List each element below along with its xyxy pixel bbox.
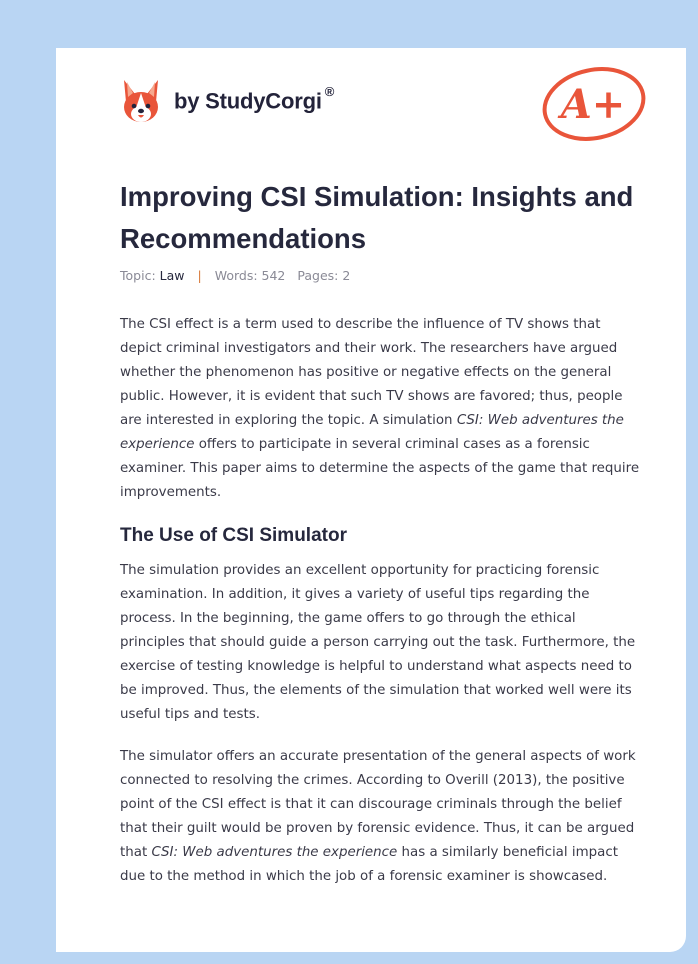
meta-separator: | bbox=[197, 268, 202, 283]
brand-name: by StudyCorgi ® bbox=[174, 83, 335, 114]
topic-label: Topic: bbox=[120, 268, 156, 283]
game-title-italic: CSI: Web adventures the experience bbox=[120, 413, 624, 452]
article-meta bbox=[120, 268, 350, 283]
grade-text: A+ bbox=[560, 81, 626, 128]
pages-count: 2 bbox=[342, 268, 351, 283]
topic-link[interactable]: Law bbox=[159, 268, 185, 283]
paragraph-intro: The CSI effect is a term used to describe the influence of TV shows that depict criminal investigators and their work. The researchers have argued whether the phenomenon has positive or negative effects on the general public. However, it is evident that such TV shows are favored; thus, people are interested in exploring the topic. A simulation CSI: Web adventures the experience offers to participate in several criminal cases as a forensic examiner. This paper aims to determine the aspects of the game that require improvements. bbox=[120, 317, 640, 500]
paragraph-simulator-use: The simulation provides an excellent opportunity for practicing forensic examination. In addition, it gives a variety of useful tips regarding the process. In the beginning, the game offers to go through the ethical principles that should guide a person carrying out the task. Furthermore, the exercise of testing knowledge is helpful to understand what aspects need to be improved. Thus, the elements of the simulation that worked well were its useful tips and tests. bbox=[120, 563, 636, 722]
game-title-italic: CSI: Web adventures the experience bbox=[151, 845, 398, 860]
words-label: Words: bbox=[214, 268, 258, 283]
words-count: 542 bbox=[261, 268, 286, 283]
registered-mark: ® bbox=[324, 83, 335, 99]
paragraph-simulator-accuracy: The simulator offers an accurate presentation of the general aspects of work connected to resolving the crimes. According to Overill (2013), the positive point of the CSI effect is that it can discourage criminals through the belief that their guilt would be proven by forensic evidence. Thus, it can be argued that CSI: Web adventures the experience has a similarly beneficial impact due to the method in which the job of a forensic examiner is showcased. bbox=[120, 749, 636, 884]
grade-badge bbox=[536, 58, 652, 152]
pages-label: Pages: bbox=[297, 268, 339, 283]
studycorgi-logo[interactable] bbox=[120, 76, 334, 126]
article-title: Improving CSI Simulation: Insights and Recommendations bbox=[120, 181, 634, 254]
section-heading: The Use of CSI Simulator bbox=[120, 525, 347, 546]
document-page bbox=[56, 48, 686, 952]
corgi-icon bbox=[120, 78, 162, 124]
